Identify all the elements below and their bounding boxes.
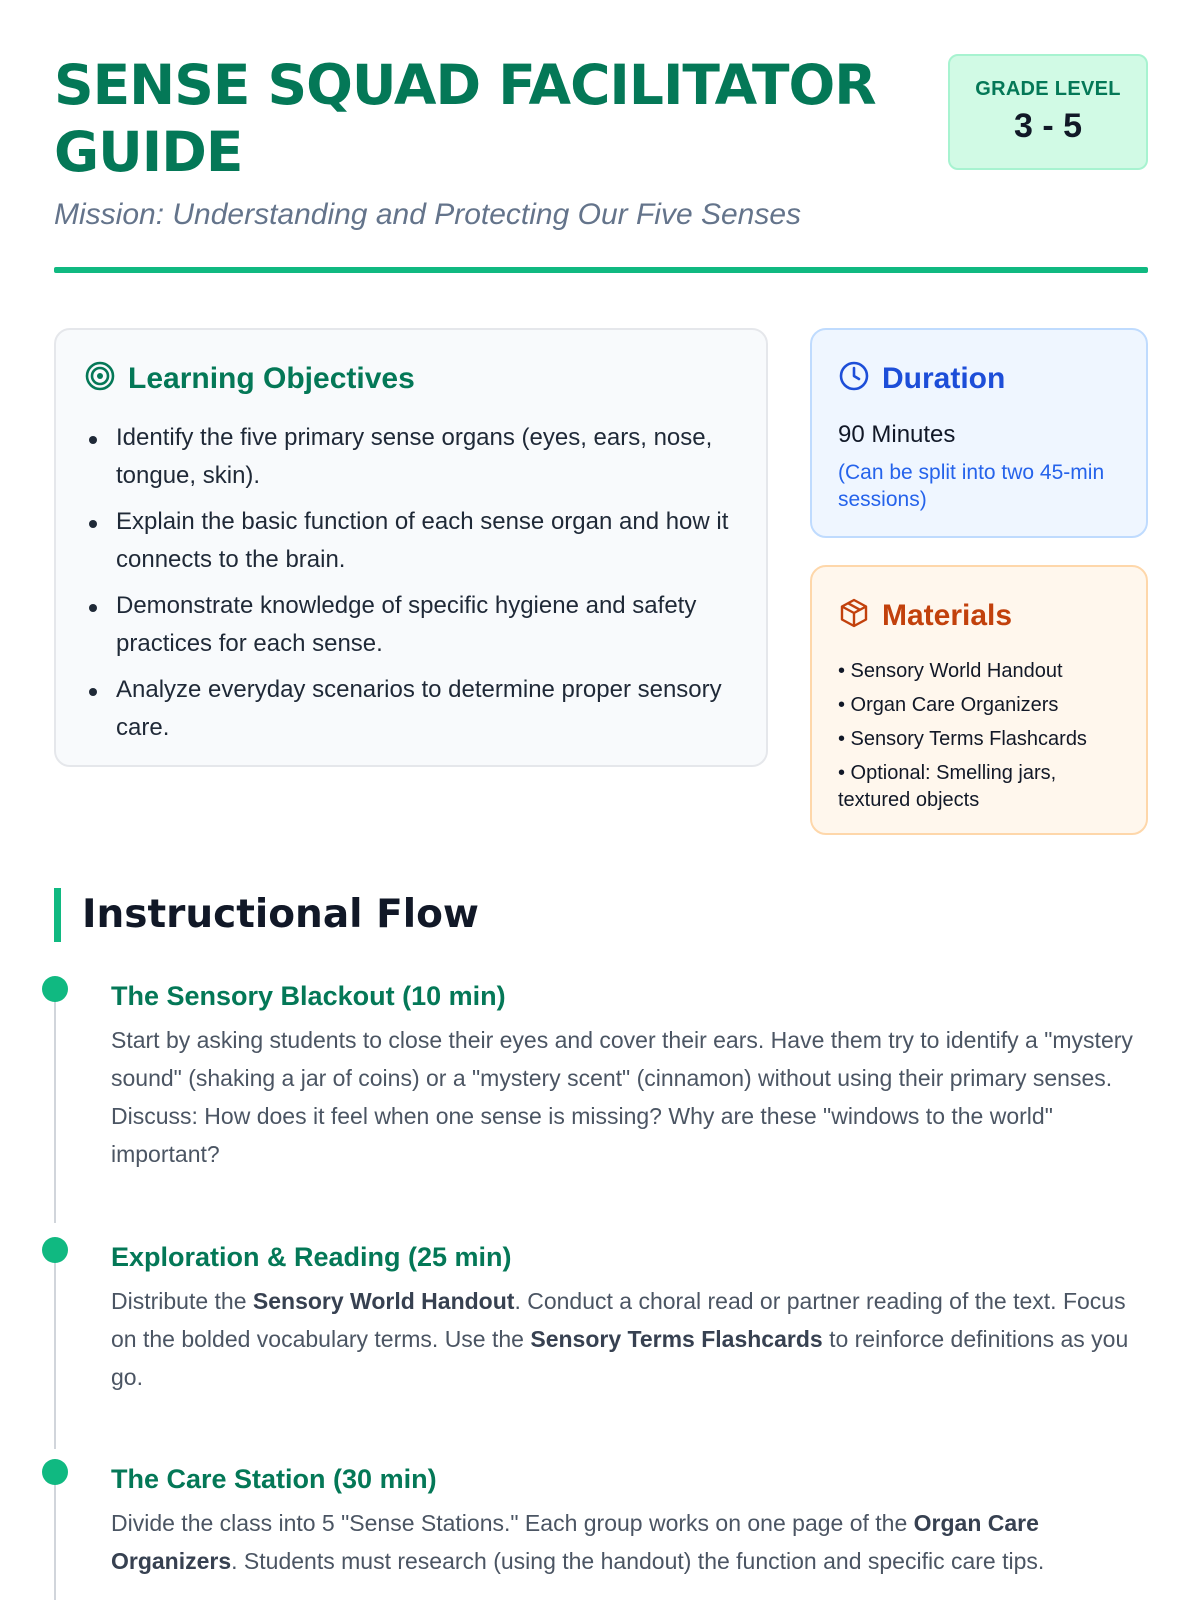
material-item: • Organ Care Organizers — [838, 694, 1059, 716]
step-title: The Care Station (30 min) — [111, 1464, 437, 1494]
grade-level-label: GRADE LEVEL — [975, 78, 1121, 100]
duration-value: 90 Minutes — [838, 421, 956, 448]
header-divider — [54, 267, 1148, 273]
objective-item: Explain the basic function of each sense organ and how it connects to the brain. — [84, 503, 740, 579]
page-title: SENSE SQUAD FACILITATOR GUIDE — [54, 53, 876, 184]
timeline-line — [54, 998, 56, 1223]
step-title: The Sensory Blackout (10 min) — [111, 981, 506, 1011]
objective-item: Demonstrate knowledge of specific hygiene and safety practices for each sense. — [84, 587, 740, 663]
materials-heading: Materials — [882, 598, 1013, 632]
box-icon — [838, 597, 870, 634]
handout-reference: Sensory World Handout — [252, 1288, 515, 1314]
step-description: Divide the class into 5 "Sense Stations." Each group works on one page of the Organ Care Organizers. Students must research (using the handout) the function and specific care tips. — [111, 1510, 1045, 1574]
instructional-flow-heading: Instructional Flow — [82, 892, 479, 937]
clock-icon — [838, 360, 870, 397]
flow-step — [40, 1459, 1148, 1599]
objectives-heading: Learning Objectives — [128, 361, 415, 395]
timeline-dot — [42, 976, 68, 1002]
organizers-reference: Organ Care Organizers — [111, 1510, 1039, 1574]
step-description: Distribute the Sensory World Handout. Conduct a choral read or partner reading of the text. Focus on the bolded vocabulary terms. Use the Sensory Terms Flashcards to reinforce definitions as you go. — [111, 1288, 1129, 1390]
materials-list — [838, 658, 1124, 814]
duration-note: (Can be split into two 45-min sessions) — [838, 461, 1105, 511]
timeline-line — [54, 1481, 56, 1600]
objective-item: Identify the five primary sense organs (eyes, ears, nose, tongue, skin). — [84, 419, 740, 495]
target-icon — [84, 360, 116, 397]
flashcards-reference: Sensory Terms Flashcards — [530, 1326, 823, 1352]
material-item: • Optional: Smelling jars, textured objects — [838, 762, 1057, 811]
materials-card — [810, 565, 1148, 835]
step-title: Exploration & Reading (25 min) — [111, 1242, 512, 1272]
timeline-dot — [42, 1237, 68, 1263]
material-item: • Sensory Terms Flashcards — [838, 728, 1087, 750]
grade-level-value: 3 - 5 — [1013, 107, 1083, 145]
material-item: • Sensory World Handout — [838, 660, 1063, 682]
timeline-dot — [42, 1459, 68, 1485]
duration-card — [810, 328, 1148, 538]
page-header — [54, 52, 1148, 232]
flow-step — [40, 976, 1148, 1241]
objective-item: Analyze everyday scenarios to determine proper sensory care. — [84, 671, 740, 747]
objectives-list — [84, 419, 740, 747]
flow-step — [40, 1237, 1148, 1463]
instructional-flow-header — [54, 888, 479, 942]
page-subtitle: Mission: Understanding and Protecting Our Five Senses — [54, 198, 802, 231]
instructional-flow-timeline — [40, 980, 1148, 1599]
grade-level-badge — [948, 54, 1148, 170]
duration-heading: Duration — [882, 361, 1006, 395]
timeline-line — [54, 1259, 56, 1449]
learning-objectives-card — [54, 328, 768, 767]
step-description: Start by asking students to close their eyes and cover their ears. Have them try to identify a "mystery sound" (shaking a jar of coins) or a "mystery scent" (cinnamon) without using their primary senses. Discuss: How does it feel when one sense is missing? Why are these "windows to the world" important? — [111, 1027, 1133, 1167]
